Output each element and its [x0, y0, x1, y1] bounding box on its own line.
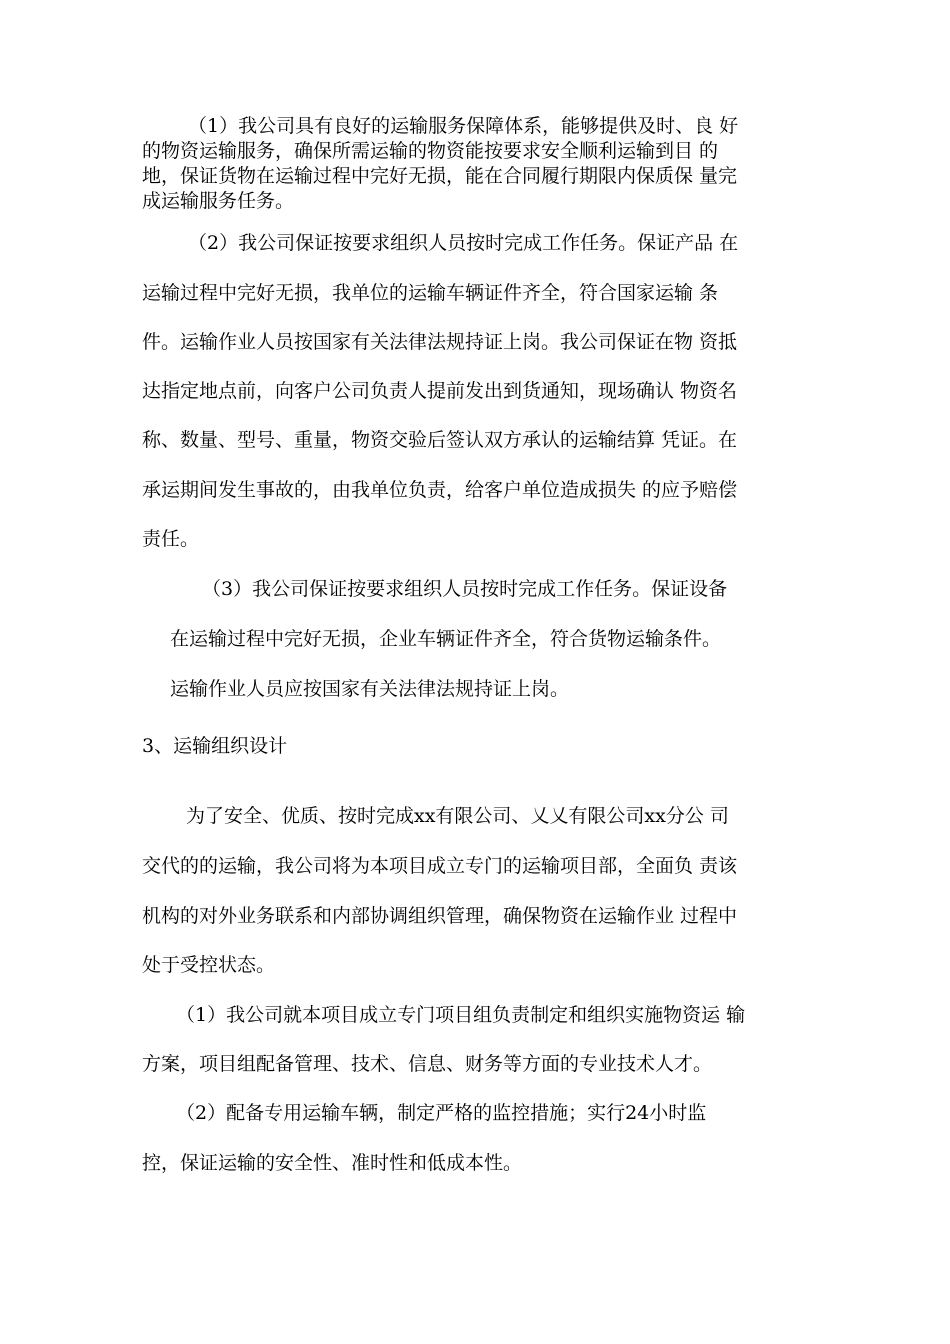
paragraph-line: （1）我公司具有良好的运输服务保障体系，能够提供及时、良 好: [188, 115, 739, 137]
paragraph-line: 运输作业人员应按国家有关法律法规持证上岗。: [170, 678, 570, 700]
paragraph-line: （3）我公司保证按要求组织人员按时完成工作任务。保证设备: [202, 578, 728, 600]
paragraph-line: 方案，项目组配备管理、技术、信息、财务等方面的专业技术人才。: [142, 1053, 713, 1075]
paragraph-line: 处于受控状态。: [142, 954, 276, 976]
paragraph-line: 达指定地点前，向客户公司负责人提前发出到货通知，现场确认 物资名: [142, 380, 738, 402]
paragraph-line: （2）我公司保证按要求组织人员按时完成工作任务。保证产品 在: [188, 232, 739, 254]
paragraph-line: 成运输服务任务。: [142, 190, 295, 212]
paragraph-line: 责任。: [142, 528, 200, 550]
paragraph-line: （1）我公司就本项目成立专门项目组负责制定和组织实施物资运 输: [176, 1004, 746, 1026]
paragraph-line: 件。运输作业人员按国家有关法律法规持证上岗。我公司保证在物 资抵: [142, 331, 738, 353]
paragraph-line: 在运输过程中完好无损，企业车辆证件齐全，符合货物运输条件。: [170, 628, 722, 650]
paragraph-line: 运输过程中完好无损，我单位的运输车辆证件齐全，符合国家运输 条: [142, 282, 719, 304]
paragraph-line: （2）配备专用运输车辆，制定严格的监控措施；实行24小时监: [176, 1102, 707, 1124]
paragraph-line: 称、数量、型号、重量，物资交验后签认双方承认的运输结算 凭证。在: [142, 429, 738, 451]
paragraph-line: 承运期间发生事故的，由我单位负责，给客户单位造成损失 的应予赔偿: [142, 479, 738, 501]
paragraph-line: 控，保证运输的安全性、准时性和低成本性。: [142, 1152, 523, 1174]
paragraph-line: 地，保证货物在运输过程中完好无损，能在合同履行期限内保质保 量完: [142, 165, 738, 187]
paragraph-line: 机构的对外业务联系和内部协调组织管理，确保物资在运输作业 过程中: [142, 905, 738, 927]
paragraph-line: 的物资运输服务，确保所需运输的物资能按要求安全顺利运输到目 的: [142, 140, 719, 162]
section-heading: 3、运输组织设计: [142, 735, 288, 757]
paragraph-line: 为了安全、优质、按时完成xx有限公司、乂乂有限公司xx分公 司: [186, 805, 729, 827]
paragraph-line: 交代的的运输，我公司将为本项目成立专门的运输项目部，全面负 责该: [142, 855, 738, 877]
